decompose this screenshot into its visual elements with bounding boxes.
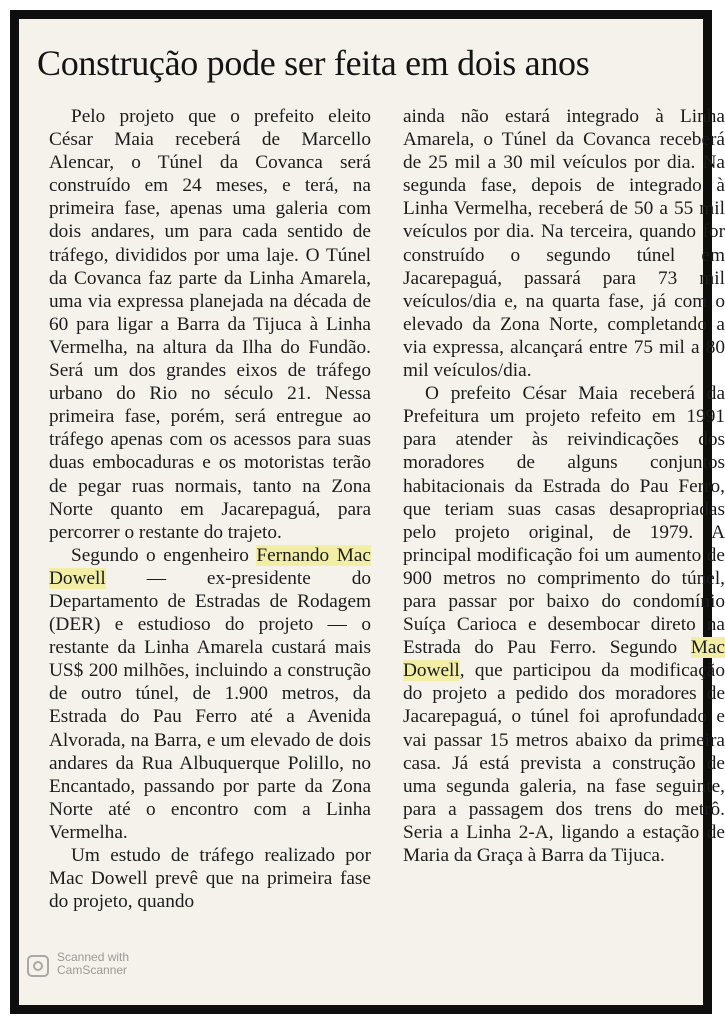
highlighted-name: Mac Dowell [403,637,725,682]
paragraph-text: Pelo projeto que o prefeito eleito César Maia receberá de Marcello Alencar, o Túnel da Covanca será construído em 24 meses, e terá, na primeira fase, apenas uma galeria com dois andares, um para cada sentido de tráfego, divididos por uma laje. O Túnel da Covanca faz parte da Linha Amarela, uma via expressa planejada na década de 60 para ligar a Barra da Tijuca à Linha Vermelha, na altura da Ilha do Fundão. Será um dos grandes eixos de tráfego urbano do Rio no século 21. Nessa primeira fase, porém, será entregue ao tráfego apenas com os acessos para suas duas embocaduras e os motoristas terão de pegar ruas normais, tanto na Zona Norte quanto em Jacarepaguá, para percorrer o restante do trajeto. [49,106,371,543]
paragraph-text: — ex-presidente do Departamento de Estradas de Rodagem (DER) e estudioso do projeto — o restante da Linha Amarela custará mais US$ 200 milhões, incluindo a construção de outro túnel, de 1.900 metros, da Estrada do Pau Ferro até a Avenida Alvorada, na Barra, e um elevado de dois andares da Rua Albuquerque Polillo, no Encantado, passando por parte da Zona Norte até o encontro com a Linha Vermelha. [49,567,371,843]
paragraph [403,382,725,867]
paragraph-text: Segundo o engenheiro [71,544,257,566]
camscanner-logo-icon [27,955,49,977]
paragraph [49,105,371,544]
scanner-watermark [57,951,129,977]
paragraph-continued [403,105,725,382]
paragraph-text: ainda não estará integrado à Linha Amarela, o Túnel da Covanca receberá de 25 mil a 30 mil veículos por dia. Na segunda fase, depois de integrado à Linha Vermelha, receberá de 50 a 55 mil veículos por dia. Na terceira, quando for construído o segundo túnel em Jacarepaguá, passará para 73 mil veículos/dia e, na quarta fase, já com o elevado da Zona Norte, completando a via expressa, alcançará entre 75 mil a 80 mil veículos/dia. [403,106,725,382]
watermark-line-1: Scanned with [57,950,130,964]
watermark-line-2: CamScanner [57,963,128,977]
highlighted-name: Fernando Mac Dowell [49,544,371,589]
paragraph-text: , que participou da modificação do projeto a pedido dos moradores de Jacarepaguá, o túnel foi aprofundado e vai passar 15 metros abaixo da primeira casa. Já está prevista a construção de uma segunda galeria, na fase seguinte, para a passagem dos trens do metrô. Seria a Linha 2-A, ligando a estação de Maria da Graça à Barra da Tijuca. [403,660,725,866]
headline: Construção pode ser feita em dois anos [37,43,590,83]
paragraph-text: O prefeito César Maia receberá da Prefeitura um projeto refeito em 1991 para atender às reivindicações dos moradores de alguns conjuntos habitacionais da Estrada do Pau Ferro, que teriam suas casas desapropriadas pelo projeto original, de 1979. A principal modificação foi um aumento de 900 metros no comprimento do túnel, para passar por baixo do condomínio Suíça Carioca e desembocar direto na Estrada do Pau Ferro. Segundo [403,383,725,659]
right-column [403,105,725,867]
paragraph [49,544,371,844]
newspaper-clipping [10,10,725,1014]
paragraph-text: Um estudo de tráfego realizado por Mac Dowell prevê que na primeira fase do projeto, quando [49,845,371,913]
left-column [49,105,371,913]
paragraph [49,844,371,913]
